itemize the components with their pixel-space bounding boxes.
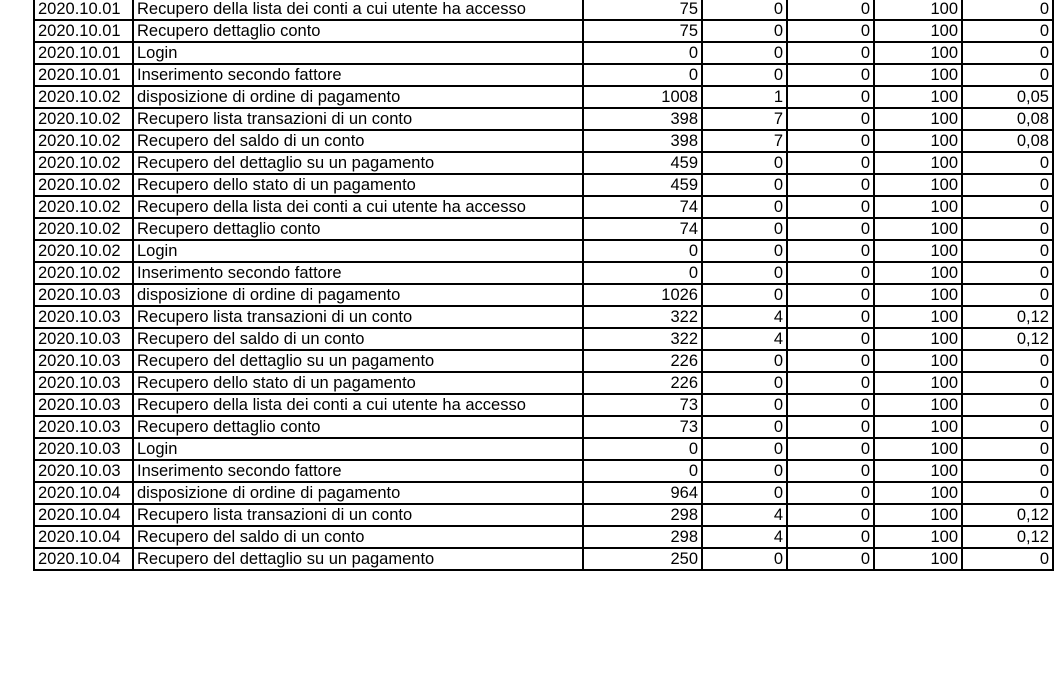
date-cell: 2020.10.04 [34,482,133,504]
rate-cell: 0 [962,284,1053,306]
value-cell-b: 0 [787,416,874,438]
rate-cell: 0 [962,350,1053,372]
table-row [34,130,1053,152]
table-row [34,460,1053,482]
value-cell-b: 0 [787,548,874,570]
date-cell: 2020.10.02 [34,240,133,262]
table-body [34,0,1053,570]
date-cell: 2020.10.02 [34,130,133,152]
count-cell: 1008 [583,86,702,108]
percent-cell: 100 [874,438,962,460]
value-cell-a: 0 [702,372,787,394]
table-row [34,218,1053,240]
percent-cell: 100 [874,196,962,218]
percent-cell: 100 [874,152,962,174]
value-cell-b: 0 [787,64,874,86]
rate-cell: 0 [962,482,1053,504]
count-cell: 0 [583,64,702,86]
percent-cell: 100 [874,284,962,306]
rate-cell: 0,08 [962,108,1053,130]
operation-cell: Recupero dello stato di un pagamento [133,174,583,196]
rate-cell: 0 [962,174,1053,196]
table-row [34,196,1053,218]
table-row [34,394,1053,416]
rate-cell: 0 [962,372,1053,394]
count-cell: 75 [583,20,702,42]
count-cell: 250 [583,548,702,570]
rate-cell: 0,05 [962,86,1053,108]
operation-cell: Login [133,42,583,64]
date-cell: 2020.10.03 [34,350,133,372]
date-cell: 2020.10.03 [34,284,133,306]
table-row [34,64,1053,86]
value-cell-a: 7 [702,130,787,152]
value-cell-b: 0 [787,86,874,108]
percent-cell: 100 [874,108,962,130]
operation-cell: Recupero lista transazioni di un conto [133,306,583,328]
operation-cell: Recupero della lista dei conti a cui utente ha accesso [133,0,583,20]
operation-cell: Recupero della lista dei conti a cui utente ha accesso [133,394,583,416]
value-cell-b: 0 [787,394,874,416]
table-row [34,240,1053,262]
percent-cell: 100 [874,504,962,526]
percent-cell: 100 [874,460,962,482]
value-cell-b: 0 [787,438,874,460]
value-cell-a: 0 [702,20,787,42]
date-cell: 2020.10.03 [34,394,133,416]
date-cell: 2020.10.02 [34,152,133,174]
rate-cell: 0,12 [962,504,1053,526]
table-row [34,284,1053,306]
value-cell-b: 0 [787,306,874,328]
percent-cell: 100 [874,240,962,262]
table-row [34,262,1053,284]
date-cell: 2020.10.04 [34,548,133,570]
value-cell-a: 4 [702,504,787,526]
date-cell: 2020.10.01 [34,64,133,86]
count-cell: 298 [583,504,702,526]
operation-cell: Recupero del dettaglio su un pagamento [133,548,583,570]
value-cell-b: 0 [787,152,874,174]
operation-cell: Recupero del saldo di un conto [133,526,583,548]
value-cell-a: 4 [702,526,787,548]
rate-cell: 0,08 [962,130,1053,152]
value-cell-a: 0 [702,284,787,306]
table-row [34,0,1053,20]
count-cell: 322 [583,306,702,328]
count-cell: 322 [583,328,702,350]
table-row [34,482,1053,504]
value-cell-a: 0 [702,438,787,460]
operation-cell: Inserimento secondo fattore [133,262,583,284]
value-cell-a: 0 [702,218,787,240]
operation-cell: Login [133,240,583,262]
percent-cell: 100 [874,306,962,328]
percent-cell: 100 [874,0,962,20]
date-cell: 2020.10.02 [34,196,133,218]
count-cell: 73 [583,394,702,416]
percent-cell: 100 [874,64,962,86]
date-cell: 2020.10.03 [34,328,133,350]
date-cell: 2020.10.04 [34,526,133,548]
operation-cell: Recupero del dettaglio su un pagamento [133,152,583,174]
date-cell: 2020.10.02 [34,262,133,284]
percent-cell: 100 [874,328,962,350]
date-cell: 2020.10.03 [34,372,133,394]
value-cell-a: 0 [702,0,787,20]
date-cell: 2020.10.02 [34,174,133,196]
value-cell-b: 0 [787,42,874,64]
value-cell-b: 0 [787,460,874,482]
value-cell-b: 0 [787,526,874,548]
count-cell: 0 [583,262,702,284]
count-cell: 226 [583,350,702,372]
count-cell: 0 [583,438,702,460]
value-cell-a: 0 [702,416,787,438]
count-cell: 964 [583,482,702,504]
count-cell: 0 [583,42,702,64]
operation-cell: Login [133,438,583,460]
value-cell-a: 0 [702,262,787,284]
date-cell: 2020.10.02 [34,218,133,240]
rate-cell: 0 [962,548,1053,570]
data-table [33,0,1054,571]
rate-cell: 0 [962,218,1053,240]
rate-cell: 0,12 [962,526,1053,548]
rate-cell: 0 [962,152,1053,174]
rate-cell: 0,12 [962,328,1053,350]
table-row [34,438,1053,460]
value-cell-a: 0 [702,548,787,570]
table-row [34,108,1053,130]
value-cell-a: 0 [702,482,787,504]
operation-cell: disposizione di ordine di pagamento [133,284,583,306]
date-cell: 2020.10.01 [34,0,133,20]
table-row [34,526,1053,548]
operation-cell: Recupero lista transazioni di un conto [133,108,583,130]
table-row [34,152,1053,174]
count-cell: 459 [583,152,702,174]
operation-cell: Recupero dettaglio conto [133,20,583,42]
value-cell-b: 0 [787,504,874,526]
table-row [34,548,1053,570]
operation-cell: disposizione di ordine di pagamento [133,482,583,504]
percent-cell: 100 [874,548,962,570]
operation-cell: Recupero lista transazioni di un conto [133,504,583,526]
table-row [34,306,1053,328]
date-cell: 2020.10.03 [34,460,133,482]
count-cell: 398 [583,108,702,130]
operation-cell: Inserimento secondo fattore [133,460,583,482]
date-cell: 2020.10.03 [34,306,133,328]
count-cell: 1026 [583,284,702,306]
rate-cell: 0 [962,64,1053,86]
percent-cell: 100 [874,218,962,240]
value-cell-b: 0 [787,218,874,240]
count-cell: 73 [583,416,702,438]
date-cell: 2020.10.01 [34,42,133,64]
percent-cell: 100 [874,174,962,196]
table-row [34,328,1053,350]
percent-cell: 100 [874,86,962,108]
count-cell: 74 [583,218,702,240]
rate-cell: 0 [962,196,1053,218]
value-cell-b: 0 [787,130,874,152]
value-cell-a: 0 [702,240,787,262]
rate-cell: 0 [962,20,1053,42]
percent-cell: 100 [874,394,962,416]
count-cell: 0 [583,460,702,482]
count-cell: 298 [583,526,702,548]
operation-cell: Recupero del dettaglio su un pagamento [133,350,583,372]
rate-cell: 0,12 [962,306,1053,328]
date-cell: 2020.10.02 [34,108,133,130]
count-cell: 74 [583,196,702,218]
value-cell-a: 1 [702,86,787,108]
value-cell-b: 0 [787,372,874,394]
table-row [34,174,1053,196]
value-cell-b: 0 [787,20,874,42]
value-cell-a: 0 [702,350,787,372]
operation-cell: disposizione di ordine di pagamento [133,86,583,108]
value-cell-b: 0 [787,482,874,504]
rate-cell: 0 [962,0,1053,20]
value-cell-b: 0 [787,196,874,218]
value-cell-a: 4 [702,328,787,350]
rate-cell: 0 [962,262,1053,284]
value-cell-a: 0 [702,42,787,64]
date-cell: 2020.10.03 [34,438,133,460]
operation-cell: Recupero dettaglio conto [133,218,583,240]
value-cell-b: 0 [787,0,874,20]
operation-cell: Recupero del saldo di un conto [133,130,583,152]
operation-cell: Recupero dello stato di un pagamento [133,372,583,394]
percent-cell: 100 [874,42,962,64]
date-cell: 2020.10.02 [34,86,133,108]
count-cell: 398 [583,130,702,152]
table-row [34,350,1053,372]
value-cell-b: 0 [787,328,874,350]
value-cell-b: 0 [787,284,874,306]
table-row [34,372,1053,394]
value-cell-a: 0 [702,196,787,218]
percent-cell: 100 [874,526,962,548]
table-row [34,416,1053,438]
date-cell: 2020.10.03 [34,416,133,438]
value-cell-b: 0 [787,350,874,372]
value-cell-b: 0 [787,174,874,196]
rate-cell: 0 [962,416,1053,438]
percent-cell: 100 [874,130,962,152]
operation-cell: Recupero dettaglio conto [133,416,583,438]
count-cell: 75 [583,0,702,20]
table-row [34,504,1053,526]
count-cell: 0 [583,240,702,262]
percent-cell: 100 [874,372,962,394]
count-cell: 459 [583,174,702,196]
operation-cell: Recupero della lista dei conti a cui utente ha accesso [133,196,583,218]
count-cell: 226 [583,372,702,394]
table-row [34,86,1053,108]
date-cell: 2020.10.04 [34,504,133,526]
value-cell-a: 0 [702,394,787,416]
value-cell-b: 0 [787,240,874,262]
table-row [34,42,1053,64]
value-cell-a: 7 [702,108,787,130]
percent-cell: 100 [874,416,962,438]
percent-cell: 100 [874,262,962,284]
value-cell-a: 0 [702,152,787,174]
operation-cell: Inserimento secondo fattore [133,64,583,86]
rate-cell: 0 [962,240,1053,262]
percent-cell: 100 [874,20,962,42]
table-row [34,20,1053,42]
date-cell: 2020.10.01 [34,20,133,42]
rate-cell: 0 [962,460,1053,482]
rate-cell: 0 [962,438,1053,460]
operation-cell: Recupero del saldo di un conto [133,328,583,350]
rate-cell: 0 [962,42,1053,64]
value-cell-a: 0 [702,460,787,482]
value-cell-a: 4 [702,306,787,328]
value-cell-a: 0 [702,64,787,86]
value-cell-b: 0 [787,262,874,284]
rate-cell: 0 [962,394,1053,416]
value-cell-a: 0 [702,174,787,196]
percent-cell: 100 [874,482,962,504]
percent-cell: 100 [874,350,962,372]
value-cell-b: 0 [787,108,874,130]
